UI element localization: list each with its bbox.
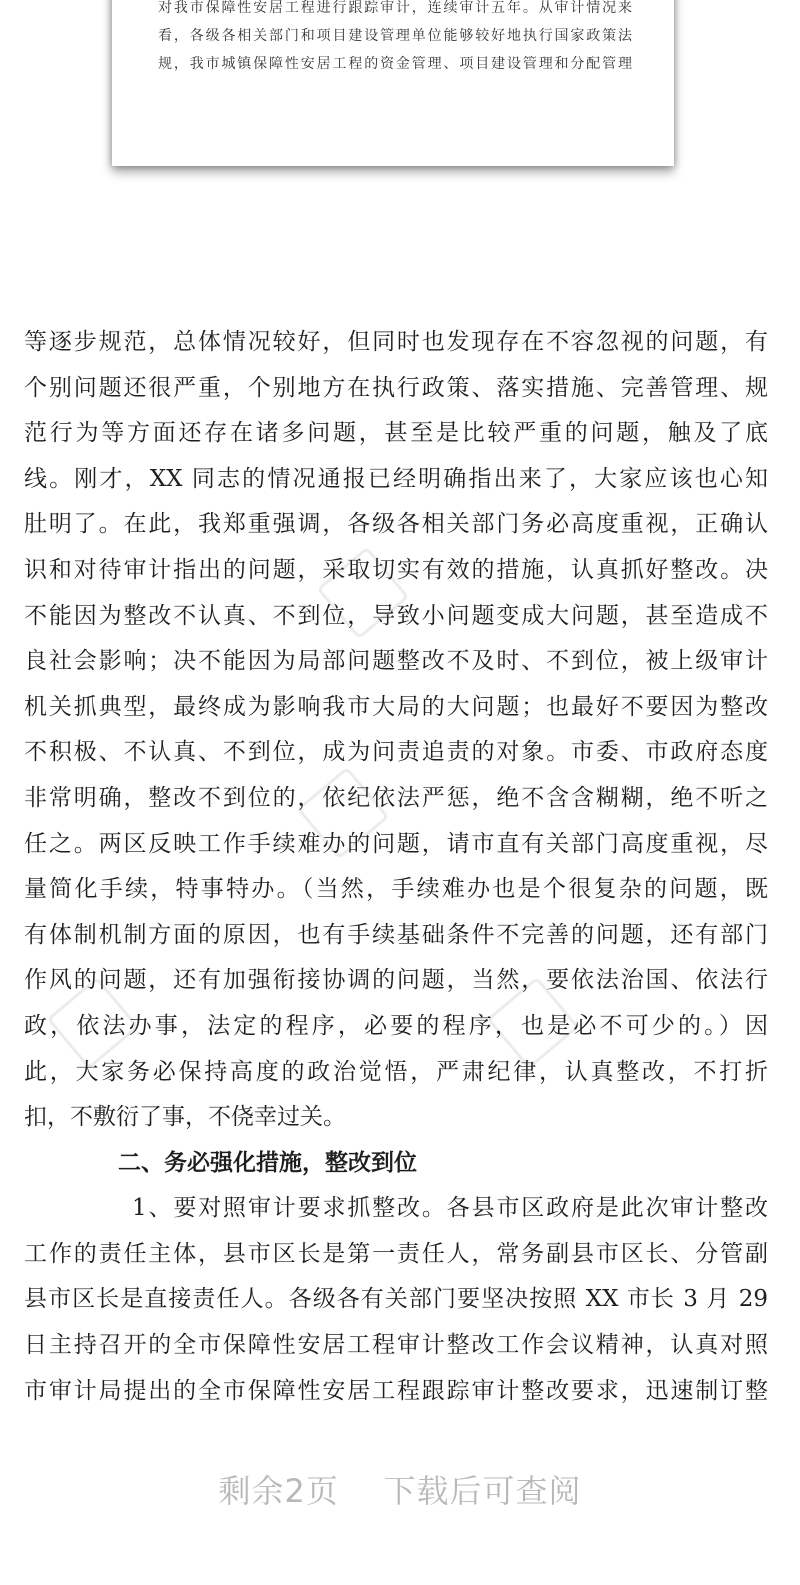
body-line: 不能因为整改不认真、不到位，导致小问题变成大问题，甚至造成不 (24, 602, 768, 629)
preview-line: 规，我市城镇保障性安居工程的资金管理、项目建设管理和分配管理 (158, 56, 632, 72)
body-line: 线。刚才，XX 同志的情况通报已经明确指出来了，大家应该也心知 (24, 465, 768, 492)
section-line: 1、要对照审计要求抓整改。各县市区政府是此次审计整改 (132, 1195, 768, 1222)
preview-line: 看，各级各相关部门和项目建设管理单位能够较好地执行国家政策法 (158, 28, 632, 44)
section-line: 工作的责任主体，县市区长是第一责任人，常务副县市区长、分管副 (24, 1240, 768, 1267)
body-line: 此，大家务必保持高度的政治觉悟，严肃纪律，认真整改，不打折 (24, 1058, 768, 1085)
preview-card-text (158, 0, 632, 78)
body-line: 识和对待审计指出的问题，采取切实有效的措施，认真抓好整改。决 (24, 556, 768, 583)
document-preview-card (112, 0, 674, 166)
body-line: 量简化手续，特事特办。（当然，手续难办也是个很复杂的问题，既 (24, 876, 768, 903)
body-line: 非常明确，整改不到位的，依纪依法严惩，绝不含含糊糊，绝不听之 (24, 784, 768, 811)
section-line: 日主持召开的全市保障性安居工程审计整改工作会议精神，认真对照 (24, 1332, 768, 1359)
body-line: 政，依法办事，法定的程序，必要的程序，也是必不可少的。）因 (24, 1012, 768, 1039)
body-line: 作风的问题，还有加强衔接协调的问题，当然，要依法治国、依法行 (24, 967, 768, 994)
document-body (24, 320, 768, 1414)
body-line: 机关抓典型，最终成为影响我市大局的大问题；也最好不要因为整改 (24, 693, 768, 720)
section-heading: 二、务必强化措施，整改到位 (118, 1149, 417, 1176)
section-line: 县市区长是直接责任人。各级各有关部门要坚决按照 XX 市长 3 月 29 (24, 1286, 769, 1313)
body-line: 扣，不敷衍了事，不侥幸过关。 (24, 1104, 346, 1131)
body-line: 有体制机制方面的原因，也有手续基础条件不完善的问题，还有部门 (24, 921, 768, 948)
remaining-pages-notice[interactable]: 剩余2页 下载后可查阅 (218, 1472, 582, 1510)
body-line: 良社会影响；决不能因为局部问题整改不及时、不到位，被上级审计 (24, 648, 768, 675)
preview-line: 对我市保障性安居工程进行跟踪审计，连续审计五年。从审计情况来 (158, 0, 632, 16)
body-line: 个别问题还很严重，个别地方在执行政策、落实措施、完善管理、规 (24, 374, 768, 401)
body-line: 等逐步规范，总体情况较好，但同时也发现存在不容忽视的问题，有 (24, 329, 768, 355)
body-line: 任之。两区反映工作手续难办的问题，请市直有关部门高度重视，尽 (24, 830, 768, 857)
section-line: 市审计局提出的全市保障性安居工程跟踪审计整改要求，迅速制订整 (24, 1377, 768, 1404)
body-line: 肚明了。在此，我郑重强调，各级各相关部门务必高度重视，正确认 (24, 511, 768, 538)
body-line: 不积极、不认真、不到位，成为问责追责的对象。市委、市政府态度 (24, 739, 768, 766)
body-line: 范行为等方面还存在诸多问题，甚至是比较严重的问题，触及了底 (24, 420, 768, 447)
